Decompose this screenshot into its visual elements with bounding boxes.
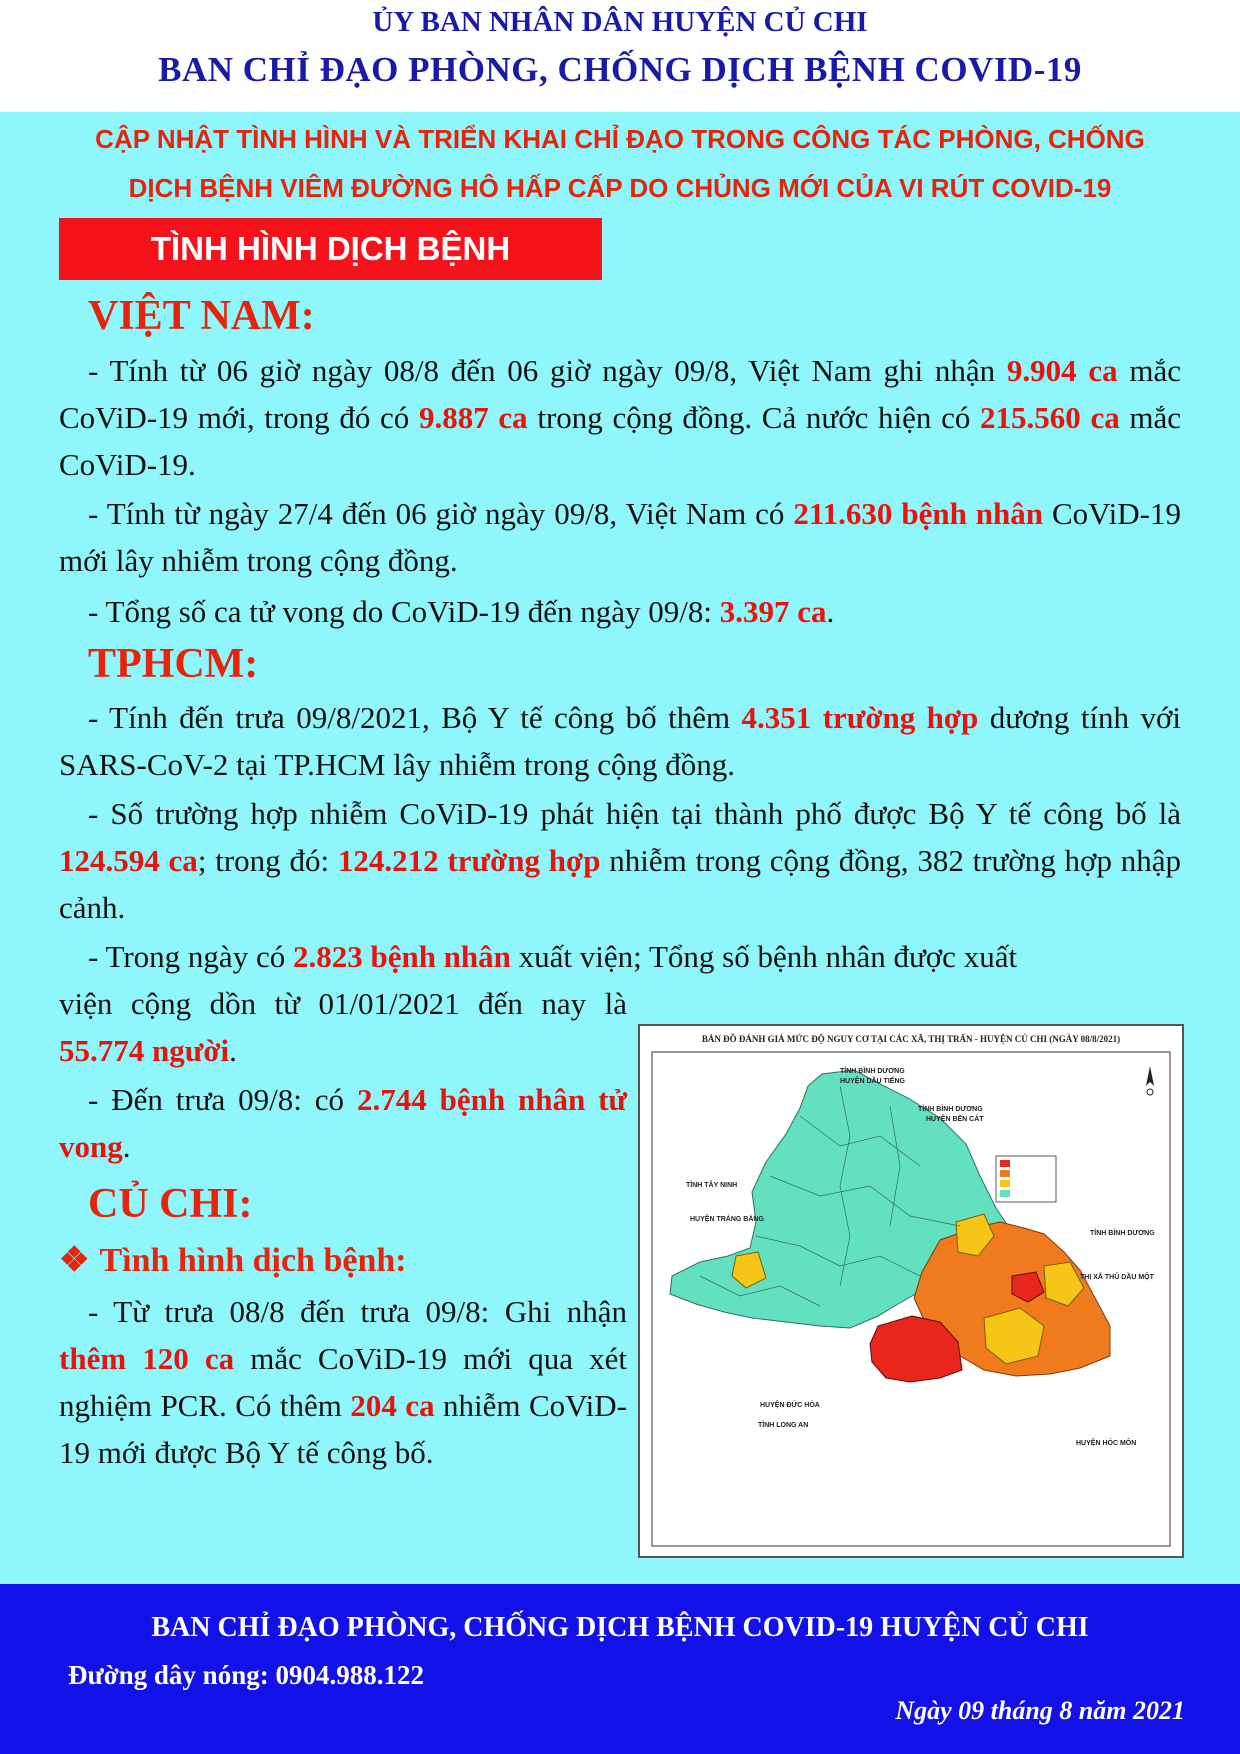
subtitle-line-2: DỊCH BỆNH VIÊM ĐƯỜNG HÔ HẤP CẤP DO CHỦNG MỚI CỦA VI RÚT COVID-19 — [128, 173, 1112, 203]
footer — [0, 1584, 1240, 1754]
diamond-bullet-icon: ❖ — [59, 1242, 90, 1279]
hcm-paragraph-1: - Tính đến trưa 09/8/2021, Bộ Y tế công bố thêm 4.351 trường hợp dương tính với SARS-CoV-2 tại TP.HCM lây nhiễm trong cộng đồng. — [59, 700, 1181, 782]
hcm-paragraph-3: - Trong ngày có 2.823 bệnh nhân xuất viện; Tổng số bệnh nhân được xuất — [88, 939, 1018, 974]
map-label-thudaumot: THỊ XÃ THỦ DẦU MỘT — [1080, 1274, 1154, 1281]
vn-paragraph-2: - Tính từ ngày 27/4 đến 06 giờ ngày 09/8, Việt Nam có 211.630 bệnh nhân CoViD-19 mới lây nhiễm trong cộng đồng. — [59, 496, 1181, 578]
subtitle-line-1: CẬP NHẬT TÌNH HÌNH VÀ TRIỂN KHAI CHỈ ĐẠO TRONG CÔNG TÁC PHÒNG, CHỐNG — [95, 124, 1145, 154]
footer-date: Ngày 09 tháng 8 năm 2021 — [895, 1696, 1185, 1725]
cuchi-subheading: ❖ Tình hình dịch bệnh: — [59, 1242, 407, 1279]
vn-paragraph-1: - Tính từ 06 giờ ngày 08/8 đến 06 giờ ngày 09/8, Việt Nam ghi nhận 9.904 ca mắc CoViD-19 mới, trong đó có 9.887 ca trong cộng đồng. Cả nước hiện có 215.560 ca mắc CoViD-19. — [59, 353, 1182, 482]
map-label-binhduong-3: TỈNH BÌNH DƯƠNG — [1090, 1230, 1155, 1237]
heading-tphcm: TPHCM: — [88, 641, 259, 687]
map-label-longan: TỈNH LONG AN — [758, 1422, 809, 1429]
section-banner: TÌNH HÌNH DỊCH BỆNH — [59, 218, 602, 280]
footer-committee: BAN CHỈ ĐẠO PHÒNG, CHỐNG DỊCH BỆNH COVID-19 HUYỆN CỦ CHI — [151, 1612, 1089, 1643]
hcm-paragraph-4: - Đến trưa 09/8: có 2.744 bệnh nhân tử vong. — [59, 1082, 628, 1164]
hcm-paragraph-3-cont: viện cộng dồn từ 01/01/2021 đến nay là 55.774 người. — [59, 986, 627, 1068]
map-label-duchoa: HUYỆN ĐỨC HÒA — [760, 1402, 820, 1409]
cuchi-paragraph-1: - Từ trưa 08/8 đến trưa 09/8: Ghi nhận thêm 120 ca mắc CoViD-19 mới qua xét nghiệm PCR. Có thêm 204 ca nhiễm CoViD-19 mới được Bộ Y tế công bố. — [59, 1294, 628, 1470]
vn-paragraph-3: - Tổng số ca tử vong do CoViD-19 đến ngày 09/8: 3.397 ca. — [88, 594, 835, 629]
risk-map — [638, 1024, 1184, 1558]
header-committee: BAN CHỈ ĐẠO PHÒNG, CHỐNG DỊCH BỆNH COVID-19 — [158, 50, 1082, 89]
map-title: BẢN ĐỒ ĐÁNH GIÁ MỨC ĐỘ NGUY CƠ TẠI CÁC XÃ, THỊ TRẤN - HUYỆN CỦ CHI (NGÀY 08/8/2021) — [701, 1034, 1121, 1044]
map-label-tayninh: TỈNH TÂY NINH — [686, 1182, 738, 1189]
map-label-bencat: HUYỆN BẾN CÁT — [926, 1116, 984, 1123]
map-label-dautieng: HUYỆN DẦU TIẾNG — [840, 1078, 905, 1085]
map-label-binhduong-2: TỈNH BÌNH DƯƠNG — [918, 1106, 983, 1113]
heading-vietnam: VIỆT NAM: — [88, 293, 315, 339]
map-label-binhduong-1: TỈNH BÌNH DƯƠNG — [840, 1068, 905, 1075]
hcm-paragraph-2: - Số trường hợp nhiễm CoViD-19 phát hiện tại thành phố được Bộ Y tế công bố là 124.594 ca; trong đó: 124.212 trường hợp nhiễm trong cộng đồng, 382 trường hợp nhập cảnh. — [59, 796, 1181, 925]
map-graphic — [640, 1026, 1182, 1556]
map-label-hocmon: HUYỆN HÓC MÔN — [1076, 1440, 1137, 1447]
footer-hotline: Đường dây nóng: 0904.988.122 — [68, 1660, 424, 1690]
header-org: ỦY BAN NHÂN DÂN HUYỆN CỦ CHI — [372, 6, 868, 38]
north-arrow-icon — [1146, 1066, 1154, 1086]
header — [0, 0, 1240, 112]
map-label-trangbang: HUYỆN TRẢNG BÀNG — [690, 1216, 764, 1223]
heading-cuchi: CỦ CHI: — [88, 1181, 253, 1227]
